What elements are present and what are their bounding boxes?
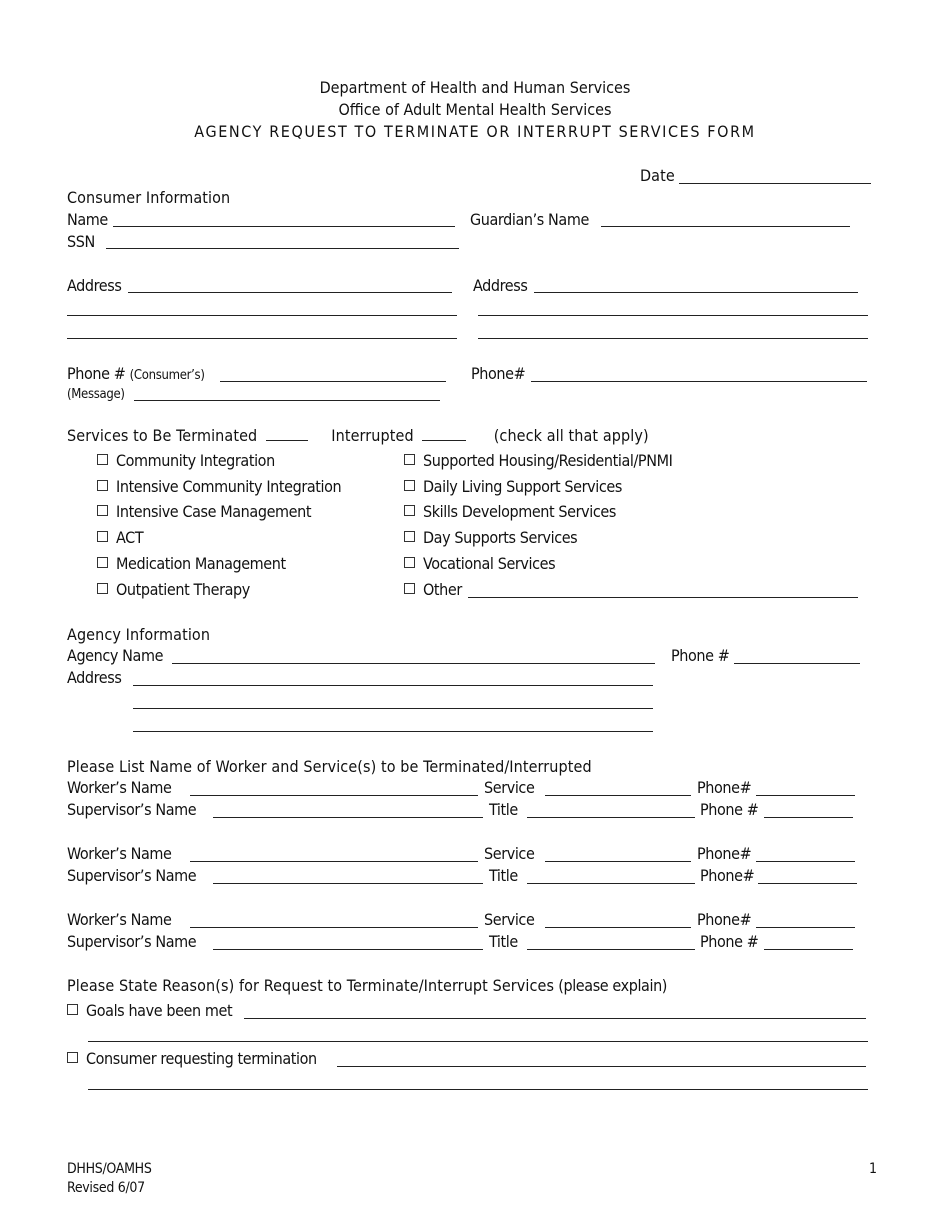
footer-org: DHHS/OAMHS: [67, 1161, 152, 1177]
service-option[interactable]: Supported Housing/Residential/PNMI: [404, 451, 672, 471]
consumer-address-label: Address: [67, 276, 122, 295]
service-option[interactable]: Day Supports Services: [404, 528, 577, 548]
supervisor-name-label: Supervisor’s Name: [67, 800, 197, 819]
service-option[interactable]: Daily Living Support Services: [404, 477, 622, 497]
title-label: Title: [489, 866, 518, 885]
consumer-name-label: Name: [67, 210, 108, 229]
consumer-section-title: Consumer Information: [67, 188, 231, 207]
reasons-section-title: Please State Reason(s) for Request to Terminate/Interrupt Services: [67, 976, 555, 995]
reasons-note: (please explain): [558, 976, 668, 995]
agency-address-line-3[interactable]: [133, 731, 653, 732]
service-option[interactable]: Intensive Case Management: [97, 502, 311, 522]
checkbox-icon[interactable]: [97, 480, 108, 491]
supervisor-phone-label: Phone#: [700, 866, 755, 885]
title-field[interactable]: [527, 817, 695, 818]
checkbox-icon[interactable]: [67, 1052, 78, 1063]
checkbox-icon[interactable]: [404, 454, 415, 465]
worker-name-field[interactable]: [190, 861, 478, 862]
checkbox-icon[interactable]: [97, 454, 108, 465]
supervisor-phone-label: Phone #: [700, 932, 759, 951]
supervisor-phone-label: Phone #: [700, 800, 759, 819]
worker-phone-label: Phone#: [697, 778, 752, 797]
header-department: Department of Health and Human Services: [319, 78, 631, 97]
guardian-address-label: Address: [473, 276, 528, 295]
worker-phone-label: Phone#: [697, 844, 752, 863]
checkbox-icon[interactable]: [97, 557, 108, 568]
agency-address-line-2[interactable]: [133, 708, 653, 709]
message-field[interactable]: [134, 400, 440, 401]
consumer-address-line-3[interactable]: [67, 338, 457, 339]
checkbox-icon[interactable]: [97, 531, 108, 542]
other-service-field[interactable]: [468, 597, 858, 598]
worker-name-field[interactable]: [190, 927, 478, 928]
consumer-phone-field[interactable]: [220, 381, 446, 382]
worker-name-field[interactable]: [190, 795, 478, 796]
guardian-name-field[interactable]: [601, 226, 850, 227]
title-field[interactable]: [527, 949, 695, 950]
services-terminated-field[interactable]: [266, 428, 308, 441]
worker-phone-field[interactable]: [756, 861, 855, 862]
form-title: AGENCY REQUEST TO TERMINATE OR INTERRUPT SERVICES FORM: [194, 122, 756, 141]
checkbox-icon[interactable]: [404, 557, 415, 568]
agency-phone-label: Phone #: [671, 646, 730, 665]
checkbox-icon[interactable]: [97, 583, 108, 594]
checkbox-icon[interactable]: [404, 505, 415, 516]
checkbox-icon[interactable]: [404, 583, 415, 594]
consumer-address-field[interactable]: [128, 292, 452, 293]
services-interrupted-label: Interrupted: [331, 426, 414, 445]
services-note: (check all that apply): [493, 426, 649, 445]
ssn-field[interactable]: [106, 248, 459, 249]
date-label: Date: [640, 166, 675, 185]
service-field[interactable]: [545, 861, 691, 862]
reason-option[interactable]: Goals have been met: [67, 1001, 232, 1021]
service-option[interactable]: Intensive Community Integration: [97, 477, 341, 497]
checkbox-icon[interactable]: [404, 480, 415, 491]
guardian-phone-label: Phone#: [471, 364, 526, 383]
worker-name-label: Worker’s Name: [67, 778, 172, 797]
service-option[interactable]: Skills Development Services: [404, 502, 616, 522]
worker-name-label: Worker’s Name: [67, 844, 172, 863]
agency-address-label: Address: [67, 668, 122, 687]
supervisor-name-label: Supervisor’s Name: [67, 866, 197, 885]
service-option[interactable]: Other: [404, 580, 462, 600]
ssn-label: SSN: [67, 232, 95, 251]
supervisor-name-field[interactable]: [213, 949, 483, 950]
reason-goals-field[interactable]: [244, 1018, 866, 1019]
service-label: Service: [484, 778, 535, 797]
date-field[interactable]: [679, 183, 871, 184]
workers-section-title: Please List Name of Worker and Service(s) to be Terminated/Interrupted: [67, 757, 592, 776]
page-number: 1: [869, 1161, 877, 1177]
guardian-address-line-2[interactable]: [478, 315, 868, 316]
footer-revised: Revised 6/07: [67, 1180, 145, 1196]
guardian-name-label: Guardian’s Name: [470, 210, 589, 229]
checkbox-icon[interactable]: [67, 1004, 78, 1015]
service-option[interactable]: Vocational Services: [404, 554, 555, 574]
service-option[interactable]: Community Integration: [97, 451, 275, 471]
supervisor-name-label: Supervisor’s Name: [67, 932, 197, 951]
title-label: Title: [489, 800, 518, 819]
consumer-name-field[interactable]: [113, 226, 455, 227]
checkbox-icon[interactable]: [404, 531, 415, 542]
worker-phone-label: Phone#: [697, 910, 752, 929]
service-label: Service: [484, 844, 535, 863]
agency-name-label: Agency Name: [67, 646, 164, 665]
service-option[interactable]: Outpatient Therapy: [97, 580, 250, 600]
consumer-phone-note: (Consumer’s): [129, 368, 205, 383]
supervisor-phone-field[interactable]: [758, 883, 857, 884]
title-label: Title: [489, 932, 518, 951]
reason-goals-line-2[interactable]: [88, 1041, 868, 1042]
consumer-address-line-2[interactable]: [67, 315, 457, 316]
reason-consumer-line-2[interactable]: [88, 1089, 868, 1090]
worker-phone-field[interactable]: [756, 927, 855, 928]
service-option[interactable]: ACT: [97, 528, 143, 548]
title-field[interactable]: [527, 883, 695, 884]
agency-section-title: Agency Information: [67, 625, 211, 644]
reason-option[interactable]: Consumer requesting termination: [67, 1049, 317, 1069]
supervisor-name-field[interactable]: [213, 883, 483, 884]
agency-phone-field[interactable]: [734, 663, 860, 664]
supervisor-name-field[interactable]: [213, 817, 483, 818]
consumer-phone-label: Phone #: [67, 364, 126, 383]
worker-phone-field[interactable]: [756, 795, 855, 796]
guardian-phone-field[interactable]: [531, 381, 867, 382]
agency-name-field[interactable]: [172, 663, 655, 664]
supervisor-phone-field[interactable]: [764, 949, 853, 950]
worker-name-label: Worker’s Name: [67, 910, 172, 929]
service-option[interactable]: Medication Management: [97, 554, 286, 574]
services-interrupted-field[interactable]: [422, 428, 466, 441]
message-label: (Message): [67, 387, 125, 402]
agency-address-field[interactable]: [133, 685, 653, 686]
service-field[interactable]: [545, 795, 691, 796]
checkbox-icon[interactable]: [97, 505, 108, 516]
supervisor-phone-field[interactable]: [764, 817, 853, 818]
service-field[interactable]: [545, 927, 691, 928]
guardian-address-line-3[interactable]: [478, 338, 868, 339]
service-label: Service: [484, 910, 535, 929]
guardian-address-field[interactable]: [534, 292, 858, 293]
reason-consumer-field[interactable]: [337, 1066, 866, 1067]
header-office: Office of Adult Mental Health Services: [338, 100, 612, 119]
services-terminated-label: Services to Be Terminated: [67, 426, 258, 445]
